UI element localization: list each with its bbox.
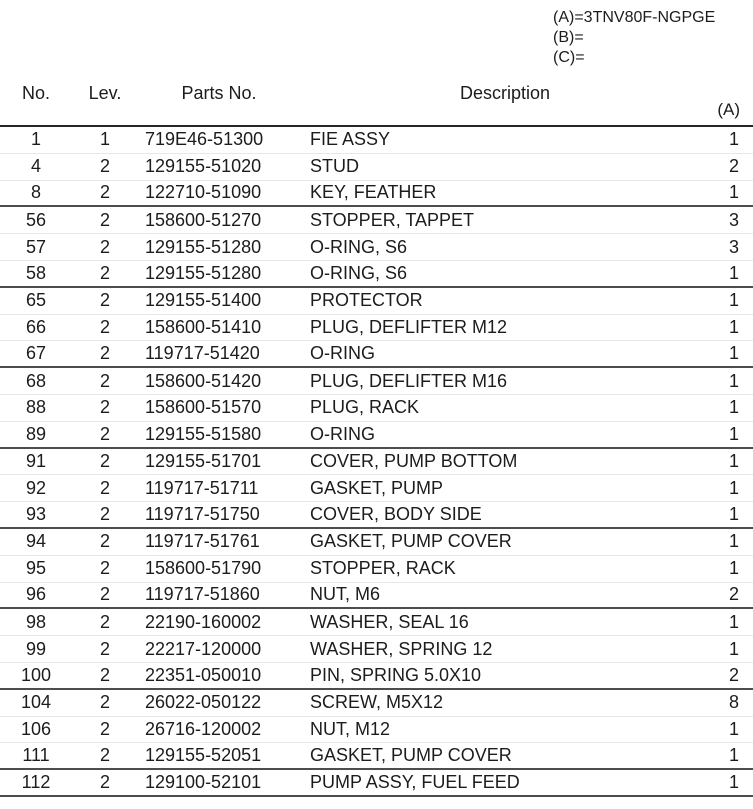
row-no: 111 — [22, 745, 50, 766]
row-lev: 2 — [99, 772, 110, 793]
row-parts-no: 158600-51420 — [145, 370, 262, 391]
row-no: 57 — [25, 236, 47, 257]
row-parts-no: 22190-160002 — [145, 611, 262, 632]
row-no: 96 — [25, 584, 47, 605]
table-row — [0, 609, 753, 636]
column-header-parts-no: Parts No. — [181, 83, 257, 103]
legend-line-c: (C)= — [553, 49, 585, 66]
table-row — [0, 261, 753, 288]
row-no: 56 — [25, 209, 47, 230]
row-lev: 2 — [99, 745, 110, 766]
row-qty-a: 1 — [728, 423, 739, 444]
row-qty-a: 1 — [728, 370, 739, 391]
row-qty-a: 1 — [728, 772, 739, 793]
row-description: WASHER, SEAL 16 — [310, 611, 469, 632]
row-description: SCREW, M5X12 — [310, 692, 444, 713]
row-no: 91 — [25, 450, 47, 471]
row-description: NUT, M6 — [310, 584, 381, 605]
row-parts-no: 129155-52051 — [145, 745, 262, 766]
row-parts-no: 119717-51750 — [145, 504, 260, 525]
row-qty-a: 1 — [728, 611, 739, 632]
row-description: COVER, PUMP BOTTOM — [310, 450, 518, 471]
row-lev: 2 — [99, 262, 110, 283]
row-description: STOPPER, RACK — [310, 558, 456, 579]
table-row — [0, 288, 753, 315]
column-header-description: Description — [459, 83, 551, 103]
row-qty-a: 1 — [728, 718, 739, 739]
row-lev: 2 — [99, 236, 110, 257]
row-description: GASKET, PUMP COVER — [310, 531, 512, 552]
row-description: STUD — [310, 156, 359, 177]
row-parts-no: 119717-51860 — [145, 584, 260, 605]
row-qty-a: 1 — [728, 397, 739, 418]
row-no: 66 — [25, 316, 47, 337]
row-parts-no: 129155-51580 — [145, 423, 262, 444]
row-qty-a: 2 — [728, 584, 739, 605]
row-lev: 2 — [99, 692, 110, 713]
row-no: 88 — [25, 397, 47, 418]
row-description: WASHER, SPRING 12 — [310, 638, 493, 659]
table-row — [0, 690, 753, 717]
row-no: 89 — [25, 423, 47, 444]
applicability-legend — [553, 8, 715, 68]
row-lev: 2 — [99, 397, 110, 418]
row-parts-no: 129100-52101 — [145, 772, 262, 793]
row-parts-no: 26716-120002 — [145, 718, 262, 739]
row-lev: 2 — [99, 504, 110, 525]
row-description: KEY, FEATHER — [310, 182, 437, 203]
row-lev: 2 — [99, 370, 110, 391]
row-description: PLUG, RACK — [310, 397, 420, 418]
column-header-no: No. — [21, 83, 50, 103]
row-qty-a: 3 — [728, 236, 739, 257]
row-qty-a: 1 — [728, 745, 739, 766]
parts-table-body — [0, 125, 753, 797]
row-parts-no: 129155-51400 — [145, 290, 262, 311]
row-no: 112 — [21, 772, 51, 793]
table-row — [0, 475, 753, 502]
table-row — [0, 583, 753, 610]
row-qty-a: 1 — [728, 262, 739, 283]
row-no: 95 — [25, 558, 47, 579]
table-row — [0, 395, 753, 422]
legend-line-a: (A)=3TNV80F-NGPGE — [553, 9, 716, 26]
row-parts-no: 158600-51570 — [145, 397, 262, 418]
row-parts-no: 119717-51711 — [145, 477, 259, 498]
row-parts-no: 119717-51761 — [145, 531, 260, 552]
column-header-lev: Lev. — [88, 83, 122, 103]
row-no: 104 — [20, 692, 52, 713]
row-description: PLUG, DEFLIFTER M12 — [310, 316, 508, 337]
row-no: 92 — [25, 477, 47, 498]
row-no: 67 — [25, 343, 47, 364]
row-description: PIN, SPRING 5.0X10 — [310, 664, 482, 685]
row-lev: 2 — [99, 531, 110, 552]
table-row — [0, 770, 753, 797]
row-no: 100 — [20, 664, 52, 685]
row-qty-a: 1 — [728, 558, 739, 579]
row-lev: 2 — [99, 584, 110, 605]
row-lev: 2 — [99, 182, 110, 203]
row-parts-no: 129155-51280 — [145, 236, 262, 257]
row-qty-a: 1 — [728, 504, 739, 525]
row-no: 106 — [20, 718, 52, 739]
row-description: GASKET, PUMP — [310, 477, 444, 498]
row-qty-a: 1 — [728, 290, 739, 311]
row-qty-a: 1 — [728, 343, 739, 364]
row-qty-a: 1 — [728, 450, 739, 471]
row-no: 99 — [25, 638, 47, 659]
row-qty-a: 8 — [728, 692, 739, 713]
row-description: FIE ASSY — [310, 129, 391, 150]
row-description: O-RING, S6 — [310, 262, 408, 283]
row-description: STOPPER, TAPPET — [310, 209, 475, 230]
table-row — [0, 207, 753, 234]
table-row — [0, 181, 753, 208]
row-no: 94 — [25, 531, 47, 552]
row-parts-no: 129155-51020 — [145, 156, 262, 177]
row-lev: 2 — [99, 718, 110, 739]
row-description: GASKET, PUMP COVER — [310, 745, 512, 766]
row-parts-no: 119717-51420 — [145, 343, 260, 364]
row-description: O-RING, S6 — [310, 236, 408, 257]
row-lev: 2 — [99, 343, 110, 364]
row-parts-no: 158600-51270 — [145, 209, 262, 230]
table-row — [0, 341, 753, 368]
row-description: PROTECTOR — [310, 290, 423, 311]
row-lev: 2 — [99, 209, 110, 230]
row-lev: 2 — [99, 558, 110, 579]
legend-line-b: (B)= — [553, 29, 584, 46]
row-parts-no: 719E46-51300 — [145, 129, 264, 150]
row-no: 1 — [30, 129, 41, 150]
table-row — [0, 368, 753, 395]
row-parts-no: 22351-050010 — [145, 664, 262, 685]
row-description: O-RING — [310, 343, 375, 364]
column-header-qty-a: (A) — [717, 100, 740, 119]
table-row — [0, 154, 753, 181]
row-no: 8 — [30, 182, 41, 203]
row-qty-a: 1 — [728, 531, 739, 552]
row-qty-a: 3 — [728, 209, 739, 230]
row-parts-no: 26022-050122 — [145, 692, 262, 713]
table-row — [0, 556, 753, 583]
row-parts-no: 158600-51410 — [145, 316, 262, 337]
row-no: 98 — [25, 611, 47, 632]
row-lev: 1 — [99, 129, 110, 150]
row-parts-no: 22217-120000 — [145, 638, 262, 659]
row-qty-a: 1 — [728, 182, 739, 203]
row-lev: 2 — [99, 423, 110, 444]
row-parts-no: 129155-51701 — [145, 450, 262, 471]
row-description: COVER, BODY SIDE — [310, 504, 482, 525]
table-row — [0, 422, 753, 449]
table-row — [0, 636, 753, 663]
table-row — [0, 743, 753, 770]
row-qty-a: 1 — [728, 129, 739, 150]
table-row — [0, 127, 753, 154]
row-qty-a: 1 — [728, 316, 739, 337]
row-description: PLUG, DEFLIFTER M16 — [310, 370, 508, 391]
row-qty-a: 1 — [728, 638, 739, 659]
row-no: 68 — [25, 370, 47, 391]
table-row — [0, 529, 753, 556]
row-qty-a: 2 — [728, 664, 739, 685]
table-row — [0, 315, 753, 342]
row-description: O-RING — [310, 423, 375, 444]
row-lev: 2 — [99, 290, 110, 311]
table-row — [0, 502, 753, 529]
row-no: 58 — [25, 262, 47, 283]
row-parts-no: 158600-51790 — [145, 558, 262, 579]
row-no: 65 — [25, 290, 47, 311]
row-lev: 2 — [99, 316, 110, 337]
table-row — [0, 449, 753, 476]
table-row — [0, 234, 753, 261]
row-parts-no: 129155-51280 — [145, 262, 262, 283]
row-lev: 2 — [99, 638, 110, 659]
row-no: 93 — [25, 504, 47, 525]
row-lev: 2 — [99, 664, 110, 685]
table-row — [0, 663, 753, 690]
row-lev: 2 — [99, 156, 110, 177]
row-qty-a: 2 — [728, 156, 739, 177]
row-no: 4 — [30, 156, 41, 177]
row-parts-no: 122710-51090 — [145, 182, 262, 203]
table-row — [0, 717, 753, 744]
row-description: PUMP ASSY, FUEL FEED — [310, 772, 520, 793]
row-description: NUT, M12 — [310, 718, 391, 739]
row-lev: 2 — [99, 450, 110, 471]
row-lev: 2 — [99, 611, 110, 632]
row-lev: 2 — [99, 477, 110, 498]
row-qty-a: 1 — [728, 477, 739, 498]
